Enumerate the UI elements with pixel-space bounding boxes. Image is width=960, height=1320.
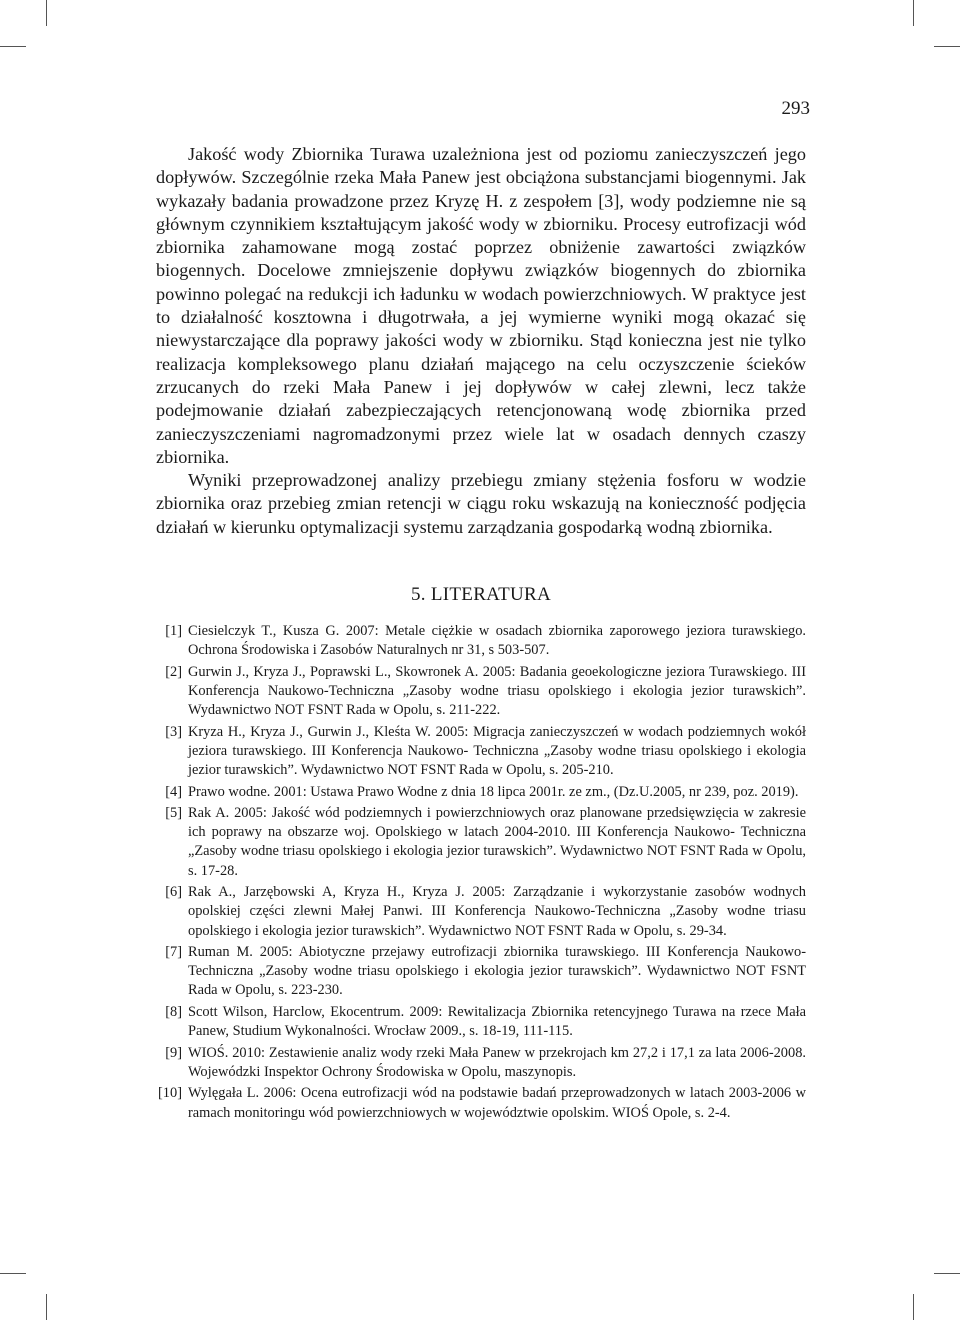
crop-mark (913, 0, 914, 26)
page-number: 293 (781, 98, 810, 119)
reference-number: [5] (165, 805, 182, 822)
reference-item (150, 1003, 806, 1041)
reference-text: Rak A. 2005: Jakość wód podziemnych i powierzchniowych oraz planowane przedsięwzięcia w zakresie ich poprawy na obszarze woj. Opolskiego w latach 2004-2010. III Konferencja Naukowo- Techniczna „Zasoby wodne triasu opolskiego i ekologia jezior turawskich”. Wydawnictwo NOT FSNT Rada w Opolu, s. 17-28. (188, 805, 806, 879)
reference-text: WIOŚ. 2010: Zestawienie analiz wody rzeki Mała Panew w przekrojach km 27,2 i 17,1 za lata 2006-2008. Wojewódzki Inspektor Ochrony Środowiska w Opolu, maszynopis. (188, 1044, 806, 1080)
reference-text: Ciesielczyk T., Kusza G. 2007: Metale ciężkie w osadach zbiornika zaporowego jeziora turawskiego. Ochrona Środowiska i Zasobów Naturalnych nr 31, s 503-507. (188, 623, 806, 659)
reference-item (150, 1044, 806, 1082)
reference-item (150, 883, 806, 941)
crop-mark (0, 46, 26, 47)
reference-item (150, 783, 806, 802)
reference-item (150, 1084, 806, 1122)
reference-number: [9] (165, 1044, 182, 1061)
reference-text: Prawo wodne. 2001: Ustawa Prawo Wodne z dnia 18 lipca 2001r. ze zm., (Dz.U.2005, nr 239, poz. 2019). (188, 783, 799, 800)
crop-mark (0, 1273, 26, 1274)
reference-item (150, 723, 806, 781)
reference-text: Ruman M. 2005: Abiotyczne przejawy eutrofizacji zbiornika turawskiego. III Konferencja Naukowo-Techniczna „Zasoby wodne triasu opolskiego i ekologia jezior turawskich”. Wydawnictwo NOT FSNT Rada w Opolu, s. 223-230. (188, 944, 806, 999)
crop-mark (46, 0, 47, 26)
reference-text: Rak A., Jarzębowski A, Kryza H., Kryza J. 2005: Zarządzanie i wykorzystanie zasobów wodnych opolskiej części zlewni Małej Panwi. III Konferencja Naukowo-Techniczna „Zasoby wodne triasu opolskiego i ekologia jezior turawskich”. Wydawnictwo NOT FSNT Rada w Opolu, s. 29-34. (188, 884, 806, 939)
reference-item (150, 804, 806, 881)
reference-number: [10] (158, 1085, 182, 1102)
reference-number: [2] (165, 663, 182, 680)
reference-number: [4] (165, 783, 182, 800)
reference-text: Scott Wilson, Harclow, Ekocentrum. 2009: Rewitalizacja Zbiornika retencyjnego Turawa na rzece Mała Panew, Studium Wykonalności. Wrocław 2009., s. 18-19, 111-115. (188, 1003, 806, 1040)
crop-mark (46, 1294, 47, 1320)
reference-number: [3] (165, 723, 182, 740)
crop-mark (934, 46, 960, 47)
reference-list (150, 622, 806, 1125)
crop-mark (913, 1294, 914, 1320)
reference-text: Wylęgała L. 2006: Ocena eutrofizacji wód na podstawie badań przeprowadzonych w latach 2003-2006 w ramach monitoringu wód powierzchniowych w województwie opolskim. WIOŚ Opole, s. 2-4. (188, 1085, 806, 1121)
section-heading: 5. LITERATURA (410, 584, 552, 605)
reference-number: [1] (165, 623, 182, 639)
reference-number: [6] (165, 884, 182, 901)
reference-text: Kryza H., Kryza J., Gurwin J., Kleśta W. 2005: Migracja zanieczyszczeń w wodach podziemnych wokół jeziora turawskiego. III Konferencja Naukowo- Techniczna „Zasoby wodne triasu opolskiego i ekologia jezior turawskich”. Wydawnictwo NOT FSNT Rada w Opolu, s. 205-210. (188, 723, 806, 779)
reference-item (150, 943, 806, 1001)
reference-text: Gurwin J., Kryza J., Poprawski L., Skowronek A. 2005: Badania geoekologiczne jeziora Turawskiego. III Konferencja Naukowo-Techniczna „Zasoby wodne triasu opolskiego i ekologia jezior turawskich”. Wydawnictwo NOT FSNT Rada w Opolu, s. 211-222. (188, 663, 806, 719)
reference-item (150, 622, 806, 660)
reference-item (150, 663, 806, 721)
body-text (156, 143, 806, 539)
crop-mark (934, 1273, 960, 1274)
body-paragraph: Jakość wody Zbiornika Turawa uzależniona jest od poziomu zanieczyszczeń jego dopływów. Szczególnie rzeka Mała Panew jest obciążona substancjami biogennymi. Jak wykazały badania prowadzone przez Kryzę H. z zespołem [3], wody podziemne nie są głównym czynnikiem kształtującym jakość wody w zbiorniku. Procesy eutrofizacji wód zbiornika zahamowane mogą zostać poprzez obniżenie zawartości związków biogennych. Docelowe zmniejszenie dopływu związków biogennych do zbiornika powinno polegać na redukcji ich ładunku w wodach powierzchniowych. W praktyce jest to działalność kosztowna i długotrwała, a jej wymierne wyniki mogą okazać się niewystarczające dla poprawy jakości wody w zbiorniku. Stąd konieczna jest nie tylko realizacja kompleksowego planu działań mającego na celu oczyszczenie ścieków zrzucanych do rzeki Mała Panew i jej dopływów w całej zlewni, lecz także podejmowanie działań zabezpieczających retencjonowaną wodę zbiornika przed zanieczyszczeniami nagromadzonymi przez wiele lat w osadach dennych czaszy zbiornika. (156, 144, 806, 467)
reference-number: [7] (165, 944, 182, 961)
body-paragraph: Wyniki przeprowadzonej analizy przebiegu zmiany stężenia fosforu w wodzie zbiornika oraz przebieg zmian retencji w ciągu roku wskazują na konieczność podjęcia działań w kierunku optymalizacji systemu zarządzania gospodarką wodną zbiornika. (156, 470, 806, 537)
reference-number: [8] (165, 1003, 182, 1020)
